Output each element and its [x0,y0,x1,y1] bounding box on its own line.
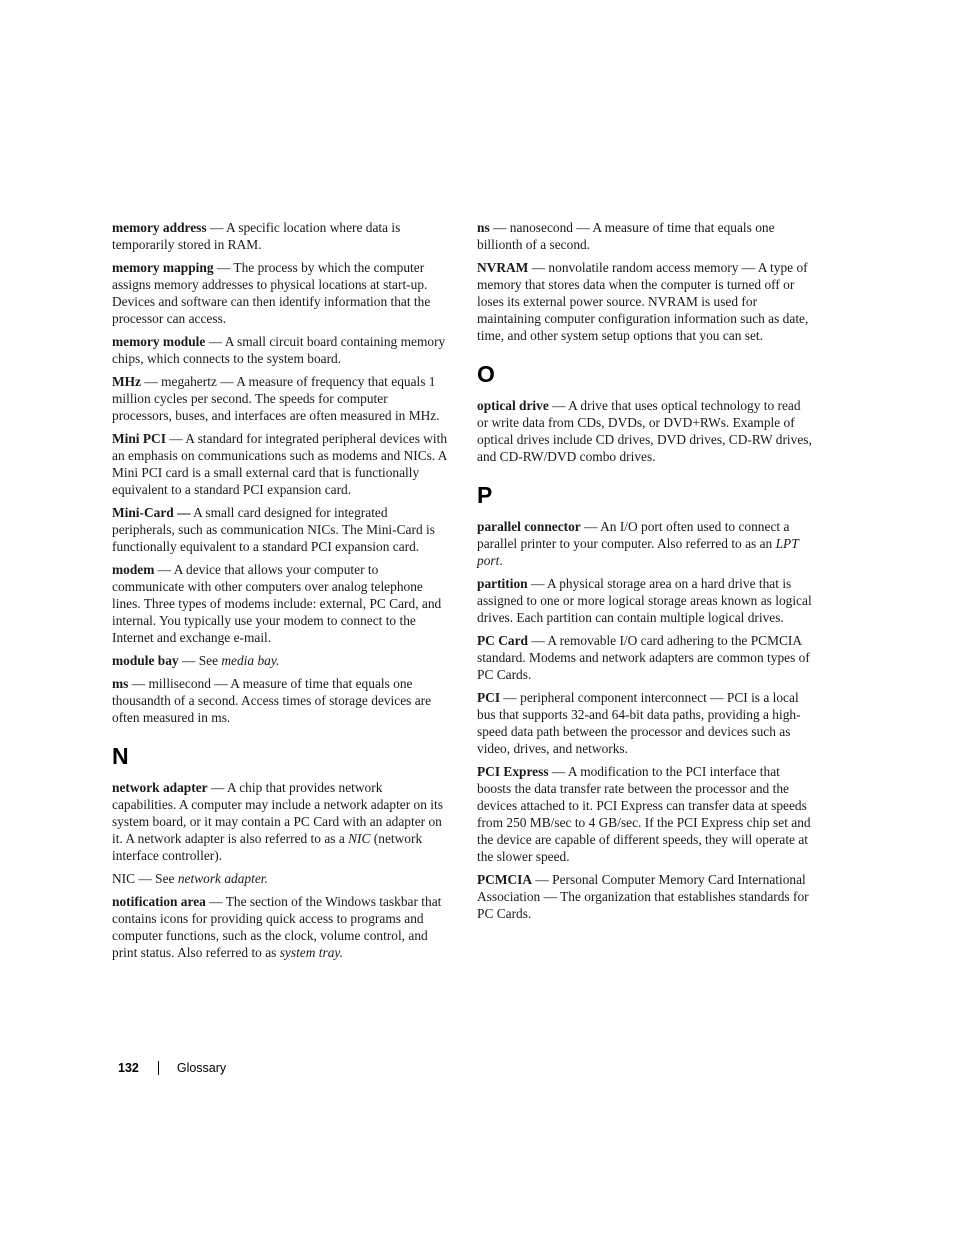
glossary-term: module bay [112,653,179,668]
section-letter-n: N [112,743,129,769]
glossary-entry-pcmcia [477,871,813,922]
cross-reference-term: media bay. [221,653,280,668]
definition-text: megahertz — A measure of frequency that equals 1 million cycles per second. The speeds for computer processors, buses, and interfaces are often measured in MHz. [112,374,440,423]
term-dash: — [527,576,547,591]
term-dash: — [165,431,186,446]
glossary-term: network adapter [112,780,208,795]
term-dash: — [178,653,199,668]
definition-text: peripheral component interconnect — PCI is a local bus that supports 32-and 64-bit data paths, providing a high-speed data path between the processor and devices such as video, drives, and networks. [477,690,801,756]
definition-text: A device that allows your computer to communicate with other computers over analog telephone lines. Three types of modems include: external, PC Card, and internal. You typically use your modem to connect to the Internet and exchange e-mail. [112,562,442,645]
glossary-entry-modem [112,561,448,646]
glossary-term: Mini PCI [112,431,166,446]
glossary-entry-pci [477,689,813,757]
definition-text: A drive that uses optical technology to read or write data from CDs, DVDs, or DVD+RWs. Example of optical drives include CD drives, DVD drives, CD-RW drives, and CD-RW/DVD combo drives. [477,398,812,464]
glossary-entry-mini-card [112,504,448,555]
term-dash: — [128,676,149,691]
definition-text: The section of the Windows taskbar that contains icons for providing quick access to programs and computer functions, such as the clock, volume control, and print status. Also referred to as [112,894,442,960]
definition-text: A physical storage area on a hard drive that is assigned to one or more logical storage areas known as logical drives. Each partition can contain multiple logical drives. [477,576,812,625]
term-dash: — [527,633,548,648]
glossary-entry-pc-card [477,632,813,683]
definition-text: The process by which the computer assigns memory addresses to physical locations at start-up. Devices and software can then identify information that the processor can access. [112,260,431,326]
definition-text: A standard for integrated peripheral devices with an emphasis on communications such as modems and NICs. A Mini PCI card is a small external card that is functionally equivalent to a standard PCI expansion card. [112,431,448,497]
footer-divider [158,1061,159,1075]
term-dash: — [207,780,227,795]
term-dash: — [205,334,225,349]
term-dash: — [548,398,569,413]
glossary-term: Mini-Card — [112,505,191,520]
glossary-term: notification area [112,894,206,909]
term-dash: — [213,260,234,275]
glossary-term: memory address [112,220,207,235]
glossary-entry-nic [112,870,448,887]
cross-reference-term: NIC [348,831,371,846]
glossary-entry-pci-express [477,763,813,865]
definition-text: A modification to the PCI interface that boosts the data transfer rate between the processor and the devices attached to it. PCI Express can transfer data at speeds from 250 MB/sec to 4 GB/sec. If the PCI Express chip set and the device are capable of different speeds, they will operate at the slower speed. [477,764,811,864]
definition-text: nanosecond — A measure of time that equals one billionth of a second. [477,220,775,252]
glossary-entry-module-bay [112,652,448,669]
term-dash: — [206,220,226,235]
term-dash: — [141,374,162,389]
left-column [112,219,448,967]
glossary-term: NIC [112,871,136,886]
section-letter-o: O [477,361,495,387]
glossary-term: partition [477,576,528,591]
term-dash: — [500,690,521,705]
definition-text: A specific location where data is temporarily stored in RAM. [112,220,401,252]
definition-text: (network interface controller). [112,831,423,863]
term-dash: — [154,562,174,577]
glossary-term: memory mapping [112,260,214,275]
glossary-term: memory module [112,334,206,349]
right-column [477,219,813,928]
term-dash: — [135,871,156,886]
glossary-entry-memory-address [112,219,448,253]
glossary-entry-ns [477,219,813,253]
term-dash: — [489,220,510,235]
glossary-entry-nvram [477,259,813,344]
glossary-entry-memory-mapping [112,259,448,327]
definition-text: . [499,553,503,568]
term-dash: — [580,519,601,534]
definition-text: A removable I/O card adhering to the PCMCIA standard. Modems and network adapters are common types of PC Cards. [477,633,810,682]
glossary-term: NVRAM [477,260,529,275]
glossary-term: ns [477,220,490,235]
cross-reference-term: network adapter. [177,871,268,886]
term-dash: — [548,764,568,779]
glossary-entry-ms [112,675,448,726]
page-number: 132 [118,1061,139,1075]
cross-reference-term: system tray. [279,945,343,960]
glossary-term: PC Card [477,633,528,648]
glossary-term: PCI [477,690,501,705]
glossary-term: MHz [112,374,141,389]
glossary-term: PCI Express [477,764,549,779]
definition-text: nonvolatile random access memory — A type of memory that stores data when the computer is turned off or loses its external power source. NVRAM is used for maintaining computer configuration information such as date, time, and other system setup options that you can set. [477,260,809,343]
glossary-term: PCMCIA [477,872,533,887]
definition-text: A chip that provides network capabilities. A computer may include a network adapter on its system board, or it may contain a PC Card with an adapter on it. A network adapter is also referred to as a [112,780,443,846]
cross-reference-term: LPT port [477,536,799,568]
glossary-entry-mini-pci [112,430,448,498]
definition-text: A small circuit board containing memory chips, which connects to the system board. [112,334,446,366]
definition-text: A small card designed for integrated peripherals, such as communication NICs. The Mini-Card is functionally equivalent to a standard PCI expansion card. [112,505,435,554]
glossary-entry-optical-drive [477,397,813,465]
term-dash: — [205,894,226,909]
section-name: Glossary [176,1061,227,1075]
section-letter-p: P [477,482,493,508]
glossary-term: optical drive [477,398,549,413]
glossary-entry-parallel-connector [477,518,813,569]
glossary-entry-network-adapter [112,779,448,864]
definition-text: See [155,871,178,886]
glossary-entry-mhz [112,373,448,424]
glossary-term: ms [112,676,129,691]
glossary-entry-memory-module [112,333,448,367]
definition-text: An I/O port often used to connect a parallel printer to your computer. Also referred to as an [477,519,790,551]
term-dash: — [528,260,549,275]
definition-text: millisecond — A measure of time that equals one thousandth of a second. Access times of storage devices are often measured in ms. [112,676,432,725]
glossary-term: modem [112,562,155,577]
page-footer [118,1061,226,1075]
term-dash: — [532,872,553,887]
glossary-entry-partition [477,575,813,626]
glossary-term: parallel connector [477,519,581,534]
glossary-entry-notification-area [112,893,448,961]
definition-text: See [198,653,222,668]
definition-text: Personal Computer Memory Card International Association — The organization that establishes standards for PC Cards. [477,872,809,921]
